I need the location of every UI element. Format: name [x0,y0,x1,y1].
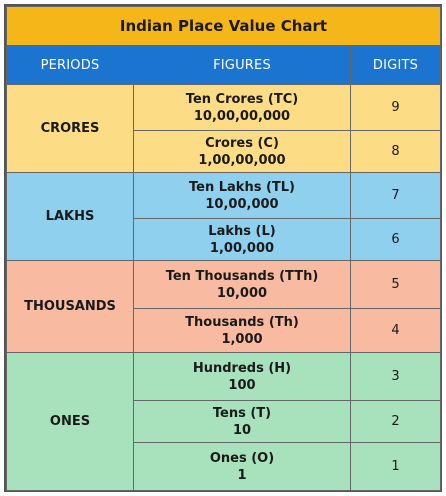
digit-count: 5 [351,261,441,309]
figure-value: 10,00,000 [205,196,279,212]
digit-count: 3 [351,353,441,401]
digit-count: 8 [351,131,441,173]
figure-value: 10 [232,422,252,438]
period-thousands: THOUSANDS [7,261,134,353]
figure-value: 10,00,00,000 [193,108,291,124]
figure-value: 100 [228,377,256,393]
figure-cell [134,173,351,219]
header-digits: DIGITS [351,46,441,85]
figure-cell [134,131,351,173]
place-value-chart [4,4,442,492]
figure-name: Ones (O) [209,450,275,466]
digit-count: 2 [351,401,441,443]
figure-value: 1 [237,467,247,483]
figure-cell [134,261,351,309]
digit-count: 4 [351,309,441,353]
figure-cell [134,401,351,443]
digit-count: 9 [351,85,441,131]
figure-cell [134,353,351,401]
period-crores: CRORES [7,85,134,173]
figure-value: 1,00,000 [209,240,275,256]
digit-count: 1 [351,443,441,491]
figure-name: Lakhs (L) [208,223,276,239]
figure-value: 1,00,00,000 [198,152,286,168]
figure-name: Crores (C) [205,135,279,151]
figure-name: Ten Crores (TC) [185,91,299,107]
chart-title: Indian Place Value Chart [7,7,441,46]
figure-name: Tens (T) [212,405,272,421]
figure-cell [134,309,351,353]
period-ones: ONES [7,353,134,491]
place-value-table [6,6,441,491]
figure-name: Ten Lakhs (TL) [189,179,295,195]
figure-cell [134,219,351,261]
digit-count: 6 [351,219,441,261]
period-lakhs: LAKHS [7,173,134,261]
figure-cell [134,443,351,491]
header-figures: FIGURES [134,46,351,85]
figure-value: 1,000 [221,331,263,347]
figure-cell [134,85,351,131]
figure-name: Thousands (Th) [185,314,299,330]
header-periods: PERIODS [7,46,134,85]
figure-name: Hundreds (H) [192,360,292,376]
digit-count: 7 [351,173,441,219]
figure-value: 10,000 [216,285,268,301]
figure-name: Ten Thousands (TTh) [165,268,319,284]
